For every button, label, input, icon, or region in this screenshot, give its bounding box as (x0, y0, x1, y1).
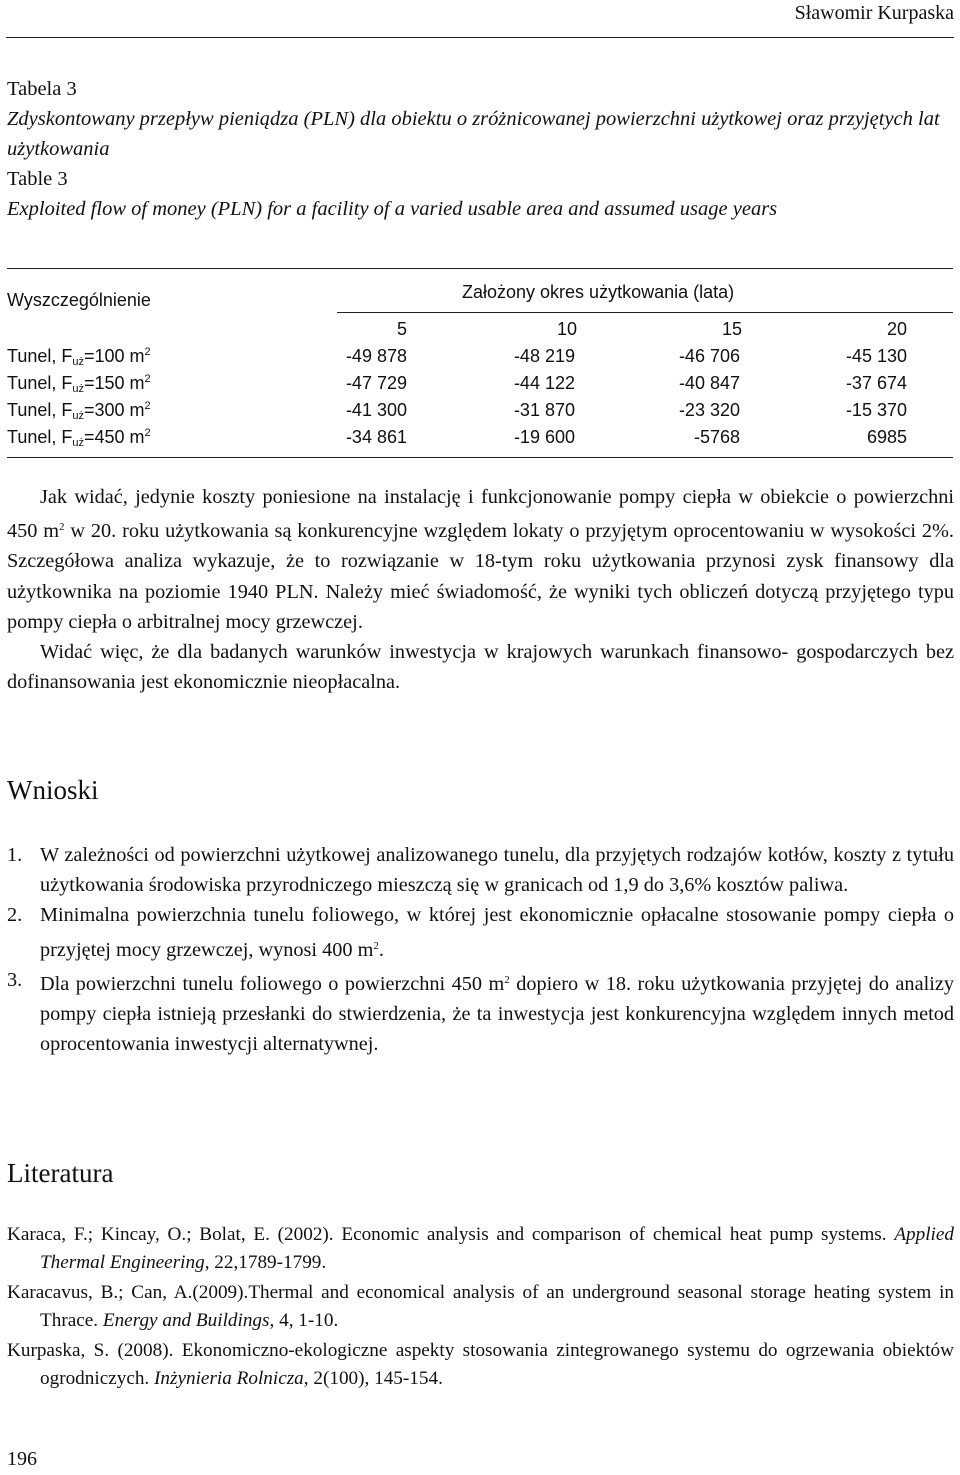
table-cell: -19 600 (513, 427, 575, 447)
caption-title-en: Exploited flow of money (PLN) for a facility of a varied usable area and assumed usage years (7, 198, 778, 220)
table-cell: -48 219 (513, 346, 575, 366)
table-row (7, 373, 953, 400)
paragraph: Widać więc, że dla badanych warunków inwestycja w krajowych warunkach finansowo- gospodarczych bez dofinansowania jest ekonomicznie nieopłacalna. (7, 641, 954, 694)
list-item: 1. W zależności od powierzchni użytkowej analizowanego tunelu, dla przyjętych rodzajów kotłów, koszty z tytułu użytkowania środowiska przyrodniczego mieszczą się w granicach od 1,9 do 3,6% kosztów paliwa. (7, 840, 954, 900)
table-cell: -45 130 (845, 346, 907, 366)
list-item: 2. Minimalna powierzchnia tunelu foliowego, w której jest ekonomicznie opłacalne stosowanie pompy ciepła o przyjętej mocy grzewczej, wynosi 400 $m^2$. (7, 900, 954, 964)
table-caption (7, 74, 953, 224)
table-cell: -37 674 (845, 373, 907, 393)
table-top-rule (7, 268, 953, 269)
body-text (7, 482, 954, 697)
reference-item: Karaca, F.; Kincay, O.; Bolat, E. (2002). Economic analysis and comparison of chemical heat pump systems. Applied Thermal Engineering, 22,1789-1799. (7, 1224, 954, 1273)
table-cell: -5768 (693, 427, 740, 447)
reference-item: Kurpaska, S. (2008). Ekonomiczno-ekologiczne aspekty stosowania zintegrowanego systemu do ogrzewania obiektów ogrodniczych. Inżynieria Rolnicza, 2(100), 145-154. (7, 1340, 954, 1389)
data-table (7, 268, 953, 449)
section-title-references: Literatura (7, 1158, 114, 1188)
list-number: 3. (7, 968, 23, 991)
list-number: 1. (7, 844, 23, 866)
table-row (7, 400, 953, 427)
table-row (7, 346, 953, 373)
table-row (7, 427, 953, 454)
references-list (7, 1221, 954, 1395)
table-cell: -40 847 (678, 373, 740, 393)
list-item: 3. Dla powierzchni tunelu foliowego o powierzchni 450 $m^2$ dopiero w 18. roku użytkowania przyjętej do analizy pompy ciepła istnieją przesłanki do stwierdzenia, że ta inwestycja jest konkurencyjna względem innych metod oprocentowania inwestycji alternatywnej. (7, 965, 954, 1060)
page-number: 196 (7, 1448, 37, 1470)
running-header-author: Sławomir Kurpaska (794, 2, 954, 24)
table-header-right: Założony okres użytkowania (lata) (462, 282, 735, 302)
year-column-header: 5 (396, 319, 407, 339)
table-cell: -46 706 (678, 346, 740, 366)
table-cell: 6985 (866, 427, 907, 447)
conclusions-list (7, 840, 954, 1059)
reference-item: Karacavus, B.; Can, A.(2009).Thermal and economical analysis of an underground seasonal storage heating system in Thrace. Energy and Buildings, 4, 1-10. (7, 1282, 954, 1331)
caption-label-pl: Tabela 3 (7, 78, 77, 100)
table-cell: -47 729 (345, 373, 407, 393)
year-column-header: 20 (886, 319, 907, 339)
section-title-conclusions: Wnioski (7, 775, 99, 805)
table-cell: -41 300 (345, 400, 407, 420)
table-header-rule (337, 312, 953, 313)
header-divider (6, 37, 954, 38)
year-column-header: 10 (556, 319, 577, 339)
table-cell: -31 870 (513, 400, 575, 420)
paragraph: Jak widać, jedynie koszty poniesione na instalację i funkcjonowanie pompy ciepła w obiekcie o powierzchni 450 $m^2$ w 20. roku użytkowania są konkurencyjne względem lokaty o przyjętym oprocentowaniu w wysokości 2%. Szczegółowa analiza wykazuje, że to rozwiązanie w 18-tym roku użytkowania przynosi zysk finansowy dla użytkownika na poziomie 1940 PLN. Należy mieć świadomość, że wyniki tych obliczeń dotyczą przyjętego typu pompy ciepła o arbitralnej mocy grzewczej. (7, 486, 954, 633)
table-cell: -15 370 (845, 400, 907, 420)
year-column-header: 15 (721, 319, 742, 339)
row-label: Tunel, $F_{uż}=300$ $m^2$ (7, 400, 151, 422)
list-number: 2. (7, 904, 23, 927)
table-cell: -34 861 (345, 427, 407, 447)
table-bottom-rule (7, 457, 953, 458)
caption-title-pl: Zdyskontowany przepływ pieniądza (PLN) dla obiektu o zróżnicowanej powierzchni użytkowej oraz przyjętych lat użytkowania (7, 108, 940, 160)
row-label: Tunel, $F_{uż}=100$ $m^2$ (7, 346, 151, 368)
row-label: Tunel, $F_{uż}=450$ $m^2$ (7, 427, 151, 449)
table-cell: -23 320 (678, 400, 740, 420)
row-label: Tunel, $F_{uż}=150$ $m^2$ (7, 373, 151, 395)
table-header-left: Wyszczególnienie (7, 290, 151, 310)
table-cell: -49 878 (345, 346, 407, 366)
caption-label-en: Table 3 (7, 168, 68, 190)
table-cell: -44 122 (513, 373, 575, 393)
